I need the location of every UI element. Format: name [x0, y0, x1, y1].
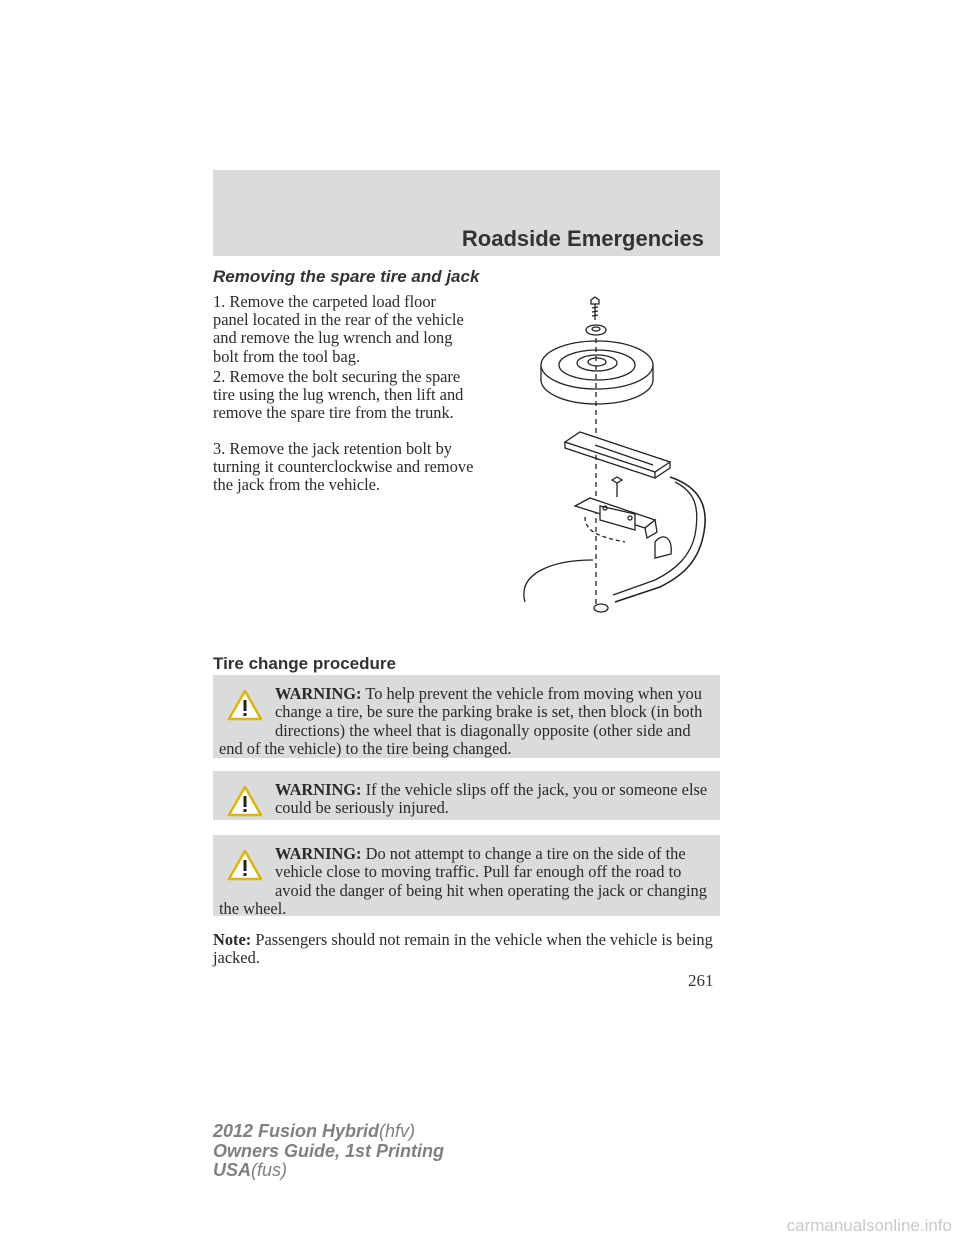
note-paragraph — [213, 931, 720, 968]
warning-box-3 — [213, 835, 720, 916]
warning-triangle-icon — [227, 785, 263, 817]
header-banner — [213, 170, 720, 256]
footer-market-code: (fus) — [251, 1160, 288, 1180]
warning-label: WARNING: — [275, 684, 362, 703]
section-title: Removing the spare tire and jack — [213, 267, 480, 286]
warning-text: To help prevent the vehicle from moving when you change a tire, be sure the parking brake is set, then block (in both directions) the wheel that is diagonally opposite (other side and end of the vehicle) to the tire being changed. — [219, 684, 703, 758]
header-title: Roadside Emergencies — [461, 226, 704, 251]
warning-label: WARNING: — [275, 844, 362, 863]
step-3: 3. Remove the jack retention bolt by turning it counterclockwise and remove the jack from the vehicle. — [213, 439, 474, 495]
watermark: carmanualsonline.info — [786, 1216, 952, 1235]
warning-box-2 — [213, 771, 720, 820]
warning-text: If the vehicle slips off the jack, you or someone else could be seriously injured. — [275, 780, 708, 818]
warning-triangle-icon — [227, 849, 263, 881]
step-2: 2. Remove the bolt securing the spare tire using the lug wrench, then lift and remove the spare tire from the trunk. — [213, 367, 464, 423]
note-label: Note: — [213, 930, 252, 949]
step-1: 1. Remove the carpeted load floor panel located in the rear of the vehicle and remove the lug wrench and long bolt from the tool bag. — [213, 292, 464, 366]
footer-model: 2012 Fusion Hybrid — [213, 1121, 380, 1141]
warning-box-1 — [213, 675, 720, 758]
footer-market: USA — [213, 1160, 252, 1180]
note-text: Passengers should not remain in the vehicle when the vehicle is being jacked. — [213, 930, 713, 968]
footer-model-code: (hfv) — [379, 1121, 416, 1141]
procedure-title: Tire change procedure — [213, 654, 396, 673]
page-number: 261 — [688, 971, 714, 990]
footer-printing: Owners Guide, 1st Printing — [213, 1140, 445, 1161]
warning-label: WARNING: — [275, 780, 362, 799]
warning-text: Do not attempt to change a tire on the side of the vehicle close to moving traffic. Pull far enough off the road to avoid the danger of being hit when operating the jack or changing the wheel. — [219, 844, 707, 918]
spare-tire-jack-illustration — [505, 292, 720, 627]
warning-triangle-icon — [227, 689, 263, 721]
footer-edition-info — [213, 1122, 444, 1181]
